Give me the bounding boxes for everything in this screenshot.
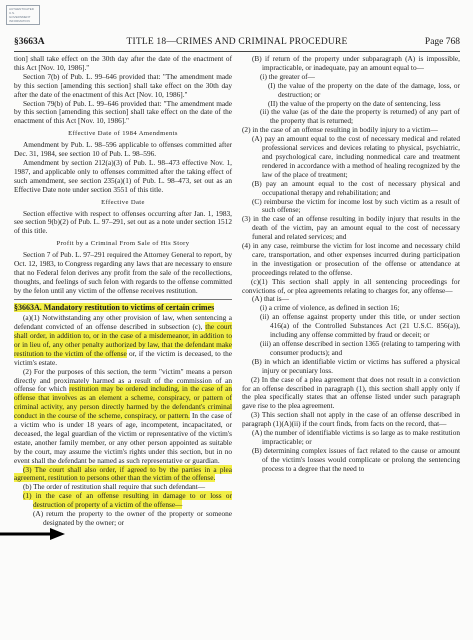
gpo-seal-icon: AUTHENTICATED U.S. GOVERNMENT INFORMATION GPO: [6, 5, 40, 25]
clause: (A) that is—: [252, 294, 289, 304]
subsection-a2: (2) For the purposes of this section, the term "victim" means a person directly and proximately harmed as a result of the commission of an offense for which restitution may be ordered including, in the case of an offense that involves as an element a scheme, conspiracy, or pattern of criminal activity, any person directly harmed by the defendant's criminal conduct in the course of the scheme, conspiracy, or pattern. In the case of a victim who is under 18 years of age, incompetent, incapacitated, or deceased, the legal guardian of the victim or representative of the victim's estate, another family member, or any other person appointed as suitable by the court, may assume the victim's rights under this section, but in no event shall the defendant be named as such representative or guardian.: [14, 366, 232, 465]
highlighted-text: §3663A. Mandatory restitution to victims of certain crimes: [14, 302, 215, 312]
clause: (C) reimburse the victim for income lost by such victim as a result of such offense;: [252, 196, 460, 215]
running-header: [14, 37, 460, 49]
clause: (ii) the value (as of the date the property is returned) of any part of the property that is returned;: [260, 107, 460, 126]
subsection-b1B: (B) if return of the property under subparagraph (A) is impossible, impracticable, or inadequate, pay an amount equal to—: [252, 54, 460, 72]
clause: (ii) an offense against property under this title, or under section 416(a) of the Controlled Substances Act (21 U.S.C. 856(a)), including any offense committed by fraud or deceit; or: [260, 312, 460, 340]
clause: (B) in which an identifiable victim or victims has suffered a physical injury or pecuniary loss.: [252, 356, 460, 375]
highlighted-text: the court shall order, in addition to, or in the case of a misdemeanor, in addition to or in lieu of, any other penalty authorized by law, that the defendant make restitution to the victim of the offense: [14, 322, 232, 358]
clause: (iii) an offense described in section 1365 (relating to tampering with consumer products); and: [260, 339, 460, 357]
subsection-b3: (3) in the case of an offense resulting in bodily injury that results in the death of the victim, pay an amount equal to the cost of necessary funeral and related services; and: [242, 214, 460, 242]
subsection-b1A: (A) return the property to the owner of the property or someone designated by the owner; or: [33, 509, 232, 527]
clause: (i) the greater of—: [260, 71, 315, 81]
clause: (B) determining complex issues of fact related to the cause or amount of the victim's losses would complicate or prolong the sentencing process to a degree that the need to: [252, 445, 460, 473]
clause: (A) pay an amount equal to the cost of necessary medical and related professional services and devices relating to physical, psychiatric, and psychological care, including nonmedical care and treatment rendered in accordance with a method of healing recognized by the law of the place of treatment;: [252, 134, 460, 179]
header-title: TITLE 18—CRIMES AND CRIMINAL PROCEDURE: [126, 37, 348, 47]
header-section: §3663A: [14, 37, 45, 47]
clause: (B) pay an amount equal to the cost of necessary physical and occupational therapy and rehabilitation; and: [252, 178, 460, 197]
left-column: [14, 55, 232, 528]
note-heading: Effective Date of 1984 Amendments: [68, 130, 178, 138]
paragraph: Amendment by section 212(a)(3) of Pub. L. 98–473 effective Nov. 1, 1987, and applicable only to offenses committed after the taking effect of such amendment, see section 235(a)(1) of Pub. L. 98–473, set out as an Effective Date note under section 3551 of this title.: [14, 157, 232, 194]
subsection-c1: (c)(1) This section shall apply in all sentencing proceedings for convictions of, or plea agreements relating to charges for, any offense—: [242, 276, 460, 295]
right-column: [242, 55, 460, 474]
subsection-b2: (2) in the case of an offense resulting in bodily injury to a victim—: [242, 125, 438, 135]
note-heading: Effective Date: [101, 198, 145, 206]
paragraph: Section effective with respect to offenses occurring after Jan. 1, 1983, see section 9(b)(2) of Pub. L. 97–291, set out as a note under section 1512 of this title.: [14, 208, 232, 236]
paragraph: Section 79(b) of Pub. L. 99–646 provided that: "The amendment made by this section [amending this section] shall take effect on the date of the enactment of this Act [Nov. 10, 1986].": [14, 98, 232, 126]
header-rule: [14, 51, 460, 52]
section-divider: [14, 299, 232, 300]
subsection-a1: (a)(1) Notwithstanding any other provision of law, when sentencing a defendant convicted of an offense described in subsection (c), the court shall order, in addition to, or in the case of a misdemeanor, in addition to or in lieu of, any other penalty authorized by law, that the defendant make restitution to the victim of the offense or, if the victim is deceased, to the victim's estate.: [14, 313, 232, 367]
subsection-c2: (2) In the case of a plea agreement that does not result in a conviction for an offense described in paragraph (1), this section shall apply only if the plea specifically states that an offense listed under such paragraph gave rise to the plea agreement.: [242, 374, 460, 411]
paragraph: tion] shall take effect on the 30th day after the date of the enactment of this Act [Nov. 10, 1986].": [14, 54, 232, 72]
clause: (i) a crime of violence, as defined in section 16;: [260, 303, 400, 313]
highlighted-text: restitution may be ordered including, in the case of an offense that involves as an element a scheme, conspiracy, or pattern of criminal activity, any person directly harmed by the defendant's criminal conduct in the course of the scheme, conspiracy, or pattern.: [14, 384, 232, 421]
subsection-c3: (3) This section shall not apply in the case of an offense described in paragraph (1)(A)(ii) if the court finds, from facts on the record, that—: [242, 410, 460, 429]
header-page-number: Page 768: [424, 37, 460, 47]
clause: (I) the value of the property on the date of the damage, loss, or destruction; or: [268, 80, 460, 99]
paragraph: Amendment by Pub. L. 98–596 applicable to offenses committed after Dec. 31, 1984, see section 10 of Pub. L. 98–596.: [14, 140, 232, 159]
highlighted-text: (1) in the case of an offense resulting in damage to or loss or destruction of property of a victim of the offense—: [23, 491, 232, 510]
subsection-b4: (4) in any case, reimburse the victim for lost income and necessary child care, transportation, and other expenses incurred during participation in the investigation or prosecution of the offense or attendance at proceedings related to the offense.: [242, 241, 460, 277]
arrow-right-icon: [0, 528, 65, 540]
subsection-b: (b) The order of restitution shall require that such defendant—: [23, 482, 206, 492]
note-heading: Profit by a Criminal From Sale of His Story: [56, 240, 190, 248]
highlighted-text: (3) The court shall also order, if agreed to by the parties in a plea agreement, restitution to persons other than the victim of the offense.: [14, 464, 232, 483]
paragraph: Section 7 of Pub. L. 97–291 required the Attorney General to report, by Oct. 12, 1983, to Congress regarding any laws that are necessary to ensure that no Federal felon derives any profit from the sale of the recollections, thoughts, and feelings of such felon with regards to the offense committed by the felon until any victim of the offense receives restitution.: [14, 250, 232, 295]
clause: (A) the number of identifiable victims is so large as to make restitution impracticable; or: [252, 428, 460, 446]
section-title: [14, 303, 232, 313]
paragraph: Section 7(b) of Pub. L. 99–646 provided that: "The amendment made by this section [amending this section] shall take effect on the 30th day after the date of the enactment of this Act [Nov. 10, 1986].": [14, 71, 232, 99]
subsection-a3: [14, 466, 232, 484]
clause: (II) the value of the property on the date of sentencing, less: [268, 98, 441, 108]
subsection-b1: [23, 492, 232, 510]
